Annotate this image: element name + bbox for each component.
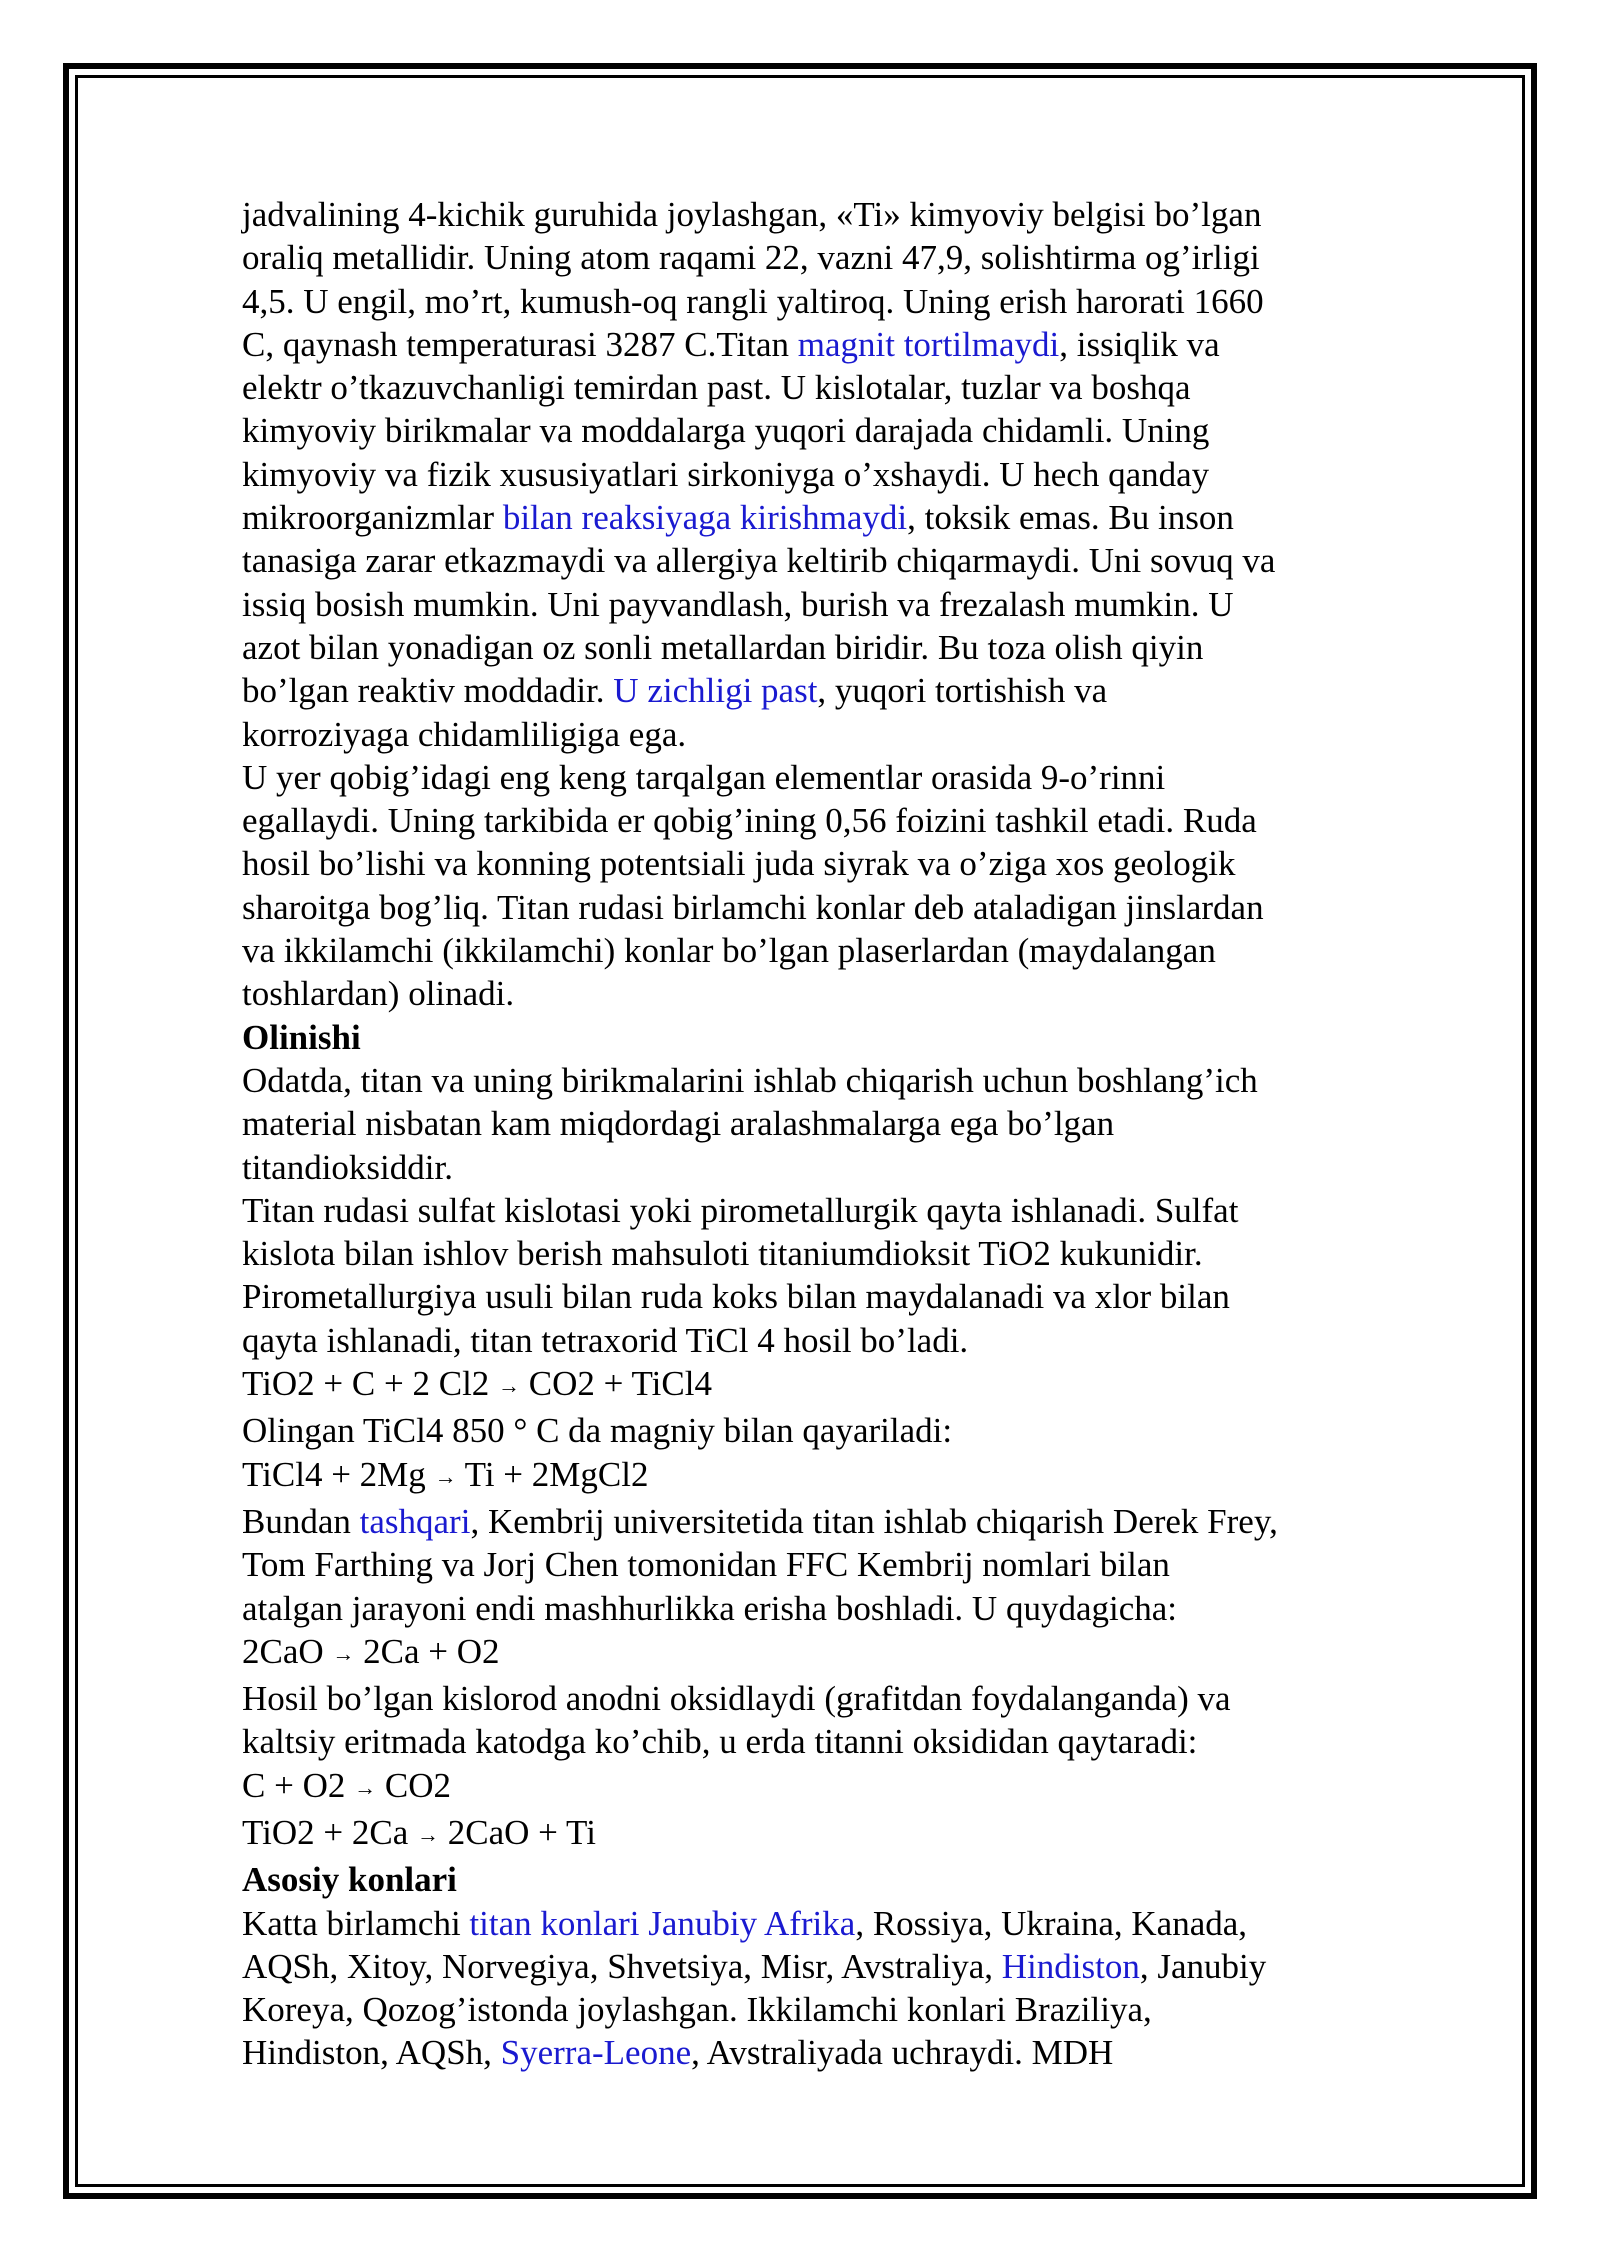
document-body [242, 193, 1382, 2075]
text-run: Pirometallurgiya usuli bilan ruda koks bilan maydalanadi va xlor bilan [242, 1277, 1230, 1317]
text-run: atalgan jarayoni endi mashhurlikka erisha boshladi. U quydagicha: [242, 1588, 1178, 1628]
text-run: kimyoviy va fizik xususiyatlari sirkoniyga o’xshaydi. U hech qanday [242, 454, 1210, 494]
text-run: jadvalining 4-kichik guruhida joylashgan, «Ti» kimyoviy belgisi bo’lgan [242, 195, 1262, 234]
text-run: hosil bo’lishi va konning potentsiali juda siyrak va o’ziga xos geologik [242, 844, 1236, 884]
text-line [242, 1409, 1382, 1452]
text-line [242, 1902, 1382, 1945]
text-line [242, 669, 1382, 712]
section-heading: Olinishi [242, 1017, 361, 1057]
text-run: Odatda, titan va uning birikmalarini ishlab chiqarish uchun boshlang’ich [242, 1060, 1258, 1100]
hyperlink[interactable]: Hindiston [1001, 1946, 1140, 1986]
text-line [242, 1146, 1382, 1189]
text-run: kislota bilan ishlov berish mahsuloti titaniumdioksit TiO2 kukunidir. [242, 1234, 1203, 1274]
hyperlink[interactable]: tashqari [359, 1501, 471, 1541]
text-run: kaltsiy eritmada katodga ko’chib, u erda titanni oksididan qaytaradi: [242, 1722, 1198, 1762]
text-line [242, 193, 1382, 236]
text-line [242, 453, 1382, 496]
text-run: Hosil bo’lgan kislorod anodni oksidlaydi (grafitdan foydalanganda) va [242, 1679, 1231, 1719]
text-line [242, 1319, 1382, 1362]
text-line [242, 756, 1382, 799]
text-line [242, 1630, 1382, 1677]
text-line [242, 323, 1382, 366]
text-run: Olingan TiCl4 850 ° C da magniy bilan qayariladi: [242, 1411, 953, 1451]
text-run: , Rossiya, Ukraina, Kanada, [855, 1903, 1248, 1943]
reaction-arrow-icon: → [354, 1774, 377, 1800]
text-line [242, 1453, 1382, 1500]
text-run: material nisbatan kam miqdordagi aralashmalarga ega bo’lgan [242, 1104, 1115, 1144]
text-line [242, 1764, 1382, 1811]
text-run: C + O2 [242, 1765, 355, 1805]
text-line [242, 236, 1382, 279]
section-heading: Asosiy konlari [242, 1860, 457, 1900]
text-line [242, 583, 1382, 626]
hyperlink[interactable]: magnit tortilmaydi [797, 324, 1060, 364]
text-run: toshlardan) olinadi. [242, 974, 515, 1014]
text-run: AQSh, Xitoy, Norvegiya, Shvetsiya, Misr, Avstraliya, [242, 1946, 1002, 1986]
text-run: , Janubiy [1139, 1946, 1267, 1986]
reaction-arrow-icon: → [332, 1640, 355, 1666]
text-line [242, 1988, 1382, 2031]
text-run: Titan rudasi sulfat kislotasi yoki pirometallurgik qayta ishlanadi. Sulfat [242, 1190, 1239, 1230]
text-line [242, 1232, 1382, 1275]
text-run: va ikkilamchi (ikkilamchi) konlar bo’lgan plaserlardan (maydalangan [242, 931, 1216, 971]
text-run: mikroorganizmlar [242, 498, 503, 538]
text-run: korroziyaga chidamliligiga ega. [242, 714, 687, 754]
text-run: Katta birlamchi [242, 1903, 470, 1943]
text-run: bo’lgan reaktiv moddadir. [242, 671, 614, 711]
text-run: qayta ishlanadi, titan tetraxorid TiCl 4 hosil bo’ladi. [242, 1320, 969, 1360]
reaction-arrow-icon: → [498, 1373, 521, 1399]
text-line [242, 1945, 1382, 1988]
text-line [242, 1858, 1382, 1901]
text-line [242, 626, 1382, 669]
reaction-arrow-icon: → [434, 1463, 457, 1489]
text-line [242, 1677, 1382, 1720]
text-line [242, 539, 1382, 582]
text-line [242, 496, 1382, 539]
hyperlink[interactable]: Syerra-Leone [500, 2033, 692, 2073]
reaction-arrow-icon: → [417, 1821, 440, 1847]
text-run: kimyoviy birikmalar va moddalarga yuqori darajada chidamli. Uning [242, 411, 1210, 451]
text-line [242, 1587, 1382, 1630]
text-run: Ti + 2MgCl2 [456, 1454, 649, 1494]
hyperlink[interactable]: titan konlari Janubiy Afrika [469, 1903, 856, 1943]
text-run: egallaydi. Uning tarkibida er qobig’ining 0,56 foizini tashkil etadi. Ruda [242, 801, 1257, 841]
text-run: elektr o’tkazuvchanligi temirdan past. U kislotalar, tuzlar va boshqa [242, 368, 1191, 408]
text-run: 2CaO + Ti [439, 1812, 596, 1852]
text-run: TiO2 + C + 2 Cl2 [242, 1364, 499, 1404]
text-line [242, 1059, 1382, 1102]
text-run: issiq bosish mumkin. Uni payvandlash, burish va frezalash mumkin. U [242, 584, 1234, 624]
text-run: CO2 + TiCl4 [520, 1364, 712, 1404]
text-run: , issiqlik va [1059, 324, 1220, 364]
text-line [242, 1500, 1382, 1543]
text-run: sharoitga bog’liq. Titan rudasi birlamchi konlar deb ataladigan jinslardan [242, 887, 1264, 927]
text-run: 2Ca + O2 [354, 1631, 500, 1671]
text-line [242, 1720, 1382, 1763]
text-line [242, 280, 1382, 323]
text-line [242, 1189, 1382, 1232]
text-run: titandioksiddir. [242, 1147, 453, 1187]
text-line [242, 929, 1382, 972]
text-run: TiCl4 + 2Mg [242, 1454, 435, 1494]
text-run: C, qaynash temperaturasi 3287 C.Titan [242, 324, 798, 364]
text-line [242, 842, 1382, 885]
text-run: oraliq metallidir. Uning atom raqami 22, vazni 47,9, solishtirma og’irligi [242, 238, 1260, 278]
text-run: , Kembrij universitetida titan ishlab chiqarish Derek Frey, [470, 1501, 1278, 1541]
text-run: U yer qobig’idagi eng keng tarqalgan elementlar orasida 9-o’rinni [242, 757, 1166, 797]
text-line [242, 713, 1382, 756]
text-run: azot bilan yonadigan oz sonli metallardan biridir. Bu toza olish qiyin [242, 627, 1204, 667]
text-line [242, 1102, 1382, 1145]
text-line [242, 1016, 1382, 1059]
text-run: , yuqori tortishish va [817, 671, 1108, 711]
text-run: 2CaO [242, 1631, 333, 1671]
text-run: Tom Farthing va Jorj Chen tomonidan FFC Kembrij nomlari bilan [242, 1545, 1170, 1585]
text-line [242, 2031, 1382, 2074]
text-line [242, 1543, 1382, 1586]
text-run: Koreya, Qozog’istonda joylashgan. Ikkilamchi konlari Braziliya, [242, 1990, 1152, 2030]
text-line [242, 972, 1382, 1015]
text-run: , toksik emas. Bu inson [907, 498, 1234, 538]
text-run: Hindiston, AQSh, [242, 2033, 501, 2073]
text-run: TiO2 + 2Ca [242, 1812, 418, 1852]
text-line [242, 799, 1382, 842]
text-run: Bundan [242, 1501, 360, 1541]
text-run: tanasiga zarar etkazmaydi va allergiya keltirib chiqarmaydi. Uni sovuq va [242, 541, 1276, 581]
text-run: CO2 [376, 1765, 451, 1805]
text-line [242, 1362, 1382, 1409]
text-run: , Avstraliyada uchraydi. MDH [691, 2033, 1114, 2073]
hyperlink[interactable]: U zichligi past [613, 671, 818, 711]
hyperlink[interactable]: bilan reaksiyaga kirishmaydi [502, 498, 908, 538]
text-line [242, 886, 1382, 929]
text-line [242, 1275, 1382, 1318]
text-run: 4,5. U engil, mo’rt, kumush-oq rangli yaltiroq. Uning erish harorati 1660 [242, 281, 1264, 321]
text-line [242, 409, 1382, 452]
text-line [242, 1811, 1382, 1858]
text-line [242, 366, 1382, 409]
